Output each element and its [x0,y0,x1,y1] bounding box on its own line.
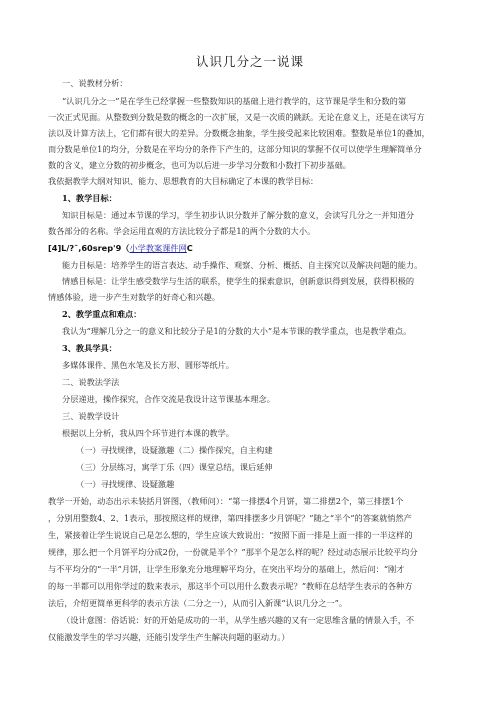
watermark-line [48,243,193,254]
paragraph-line: 情感体验，进一步产生对数学的好奇心和兴趣。 [48,292,220,302]
paragraph-line: 我认为“理解几分之一的意义和比较分子是1的分数的大小”是本节课的教学重点，也是教学难点。 [62,326,412,336]
paragraph-line: ，分别用整数4、2、1表示，那按照这样的规律，第四排摆多少月饼呢？”随之“半个”的答案就悄然产 [48,513,412,523]
subheading-teaching-aids: 3、教具学具： [62,343,117,353]
section-heading-methods: 二、说教法学法 [62,377,120,387]
paragraph-line: 根据以上分析，我从四个环节进行本课的教学。 [62,428,234,438]
list-item: （一）寻找规律，设疑激趣（二）操作探究，自主构建 [76,445,273,455]
paragraph-line: 情感目标是：让学生感受数学与生活的联系，使学生的探索意识，创新意识得到发展，获得积极的 [62,276,415,286]
paragraph-line: 教学一开始，动态出示未装括月饼图，（教师问）：“第一排摆4个月饼，第二排摆2个，第三排摆1个 [48,496,404,506]
paragraph-line: 能力目标是：培养学生的语言表达、动手操作、观察、分析、概括、自主探究以及解决问题的能力。 [62,260,423,270]
paragraph-line: 仅能激发学生的学习兴趣，还能引发学生产生解决问题的驱动力。） [48,632,290,642]
watermark-code: [4]L/?¯,60srep'9（ [48,243,130,253]
watermark-suffix: C [186,243,193,253]
paragraph-line: （设计意图：俗话说：好的开始是成功的一半，从学生感兴趣的又有一定思维含量的情景入手，不 [62,615,415,625]
subheading-teaching-goals: 1、教学目标： [62,193,117,203]
paragraph-line: 多媒体课件、黑色水笔及长方形、圆形等纸片。 [62,360,234,370]
paragraph-line: 与不平均分的“一半”月饼，让学生形象充分地理解平均分，在突出平均分的基础上，然后问：“刚才 [48,564,405,574]
paragraph-line: 我依据教学大纲对知识、能力、思想教育的大目标确定了本课的教学目标： [48,176,319,186]
paragraph-line: 的每一半都可以用你学过的数来表示，那这半个可以用什么数表示呢？”教师在总结学生表示的各种方 [48,581,413,591]
paragraph-line: 法后，介绍更简单更科学的表示方法（二分之一），从而引入新课“认识几分之一”。 [48,598,348,608]
section-heading-design: 三、说教学设计 [62,411,120,421]
document-title: 认识几分之一说课 [195,54,304,69]
paragraph-line: 分层递进，操作探究，合作交流是我设计这节课基本理念。 [62,394,275,404]
paragraph-line: 而分数是单位1的均分，分数是在平均分的条件下产生的，这部分知识的掌握不仅可以使学生理解简单分 [48,144,422,154]
paragraph-line: 一次正式见面。从整数到分数是数的概念的一次扩展，又是一次质的跳跃。无论在意义上，还是在读写方 [48,112,425,122]
website-link[interactable]: 小学教案课件网 [129,243,187,253]
paragraph-line: 生，紧接着让学生说说自己是怎么想的，学生应该大致说出：“按照下面一排是上面一排的一半这样的 [48,530,413,540]
list-item: （一）寻找规律、设疑激趣 [76,479,175,489]
paragraph-line: 法以及计算方法上，它们都有很大的差异。分数概念抽象，学生接受起来比较困难。整数是单位1的叠加， [48,128,430,138]
list-item: （三）分层练习，寓学丁乐（四）课堂总结，课后延伸 [76,462,273,472]
paragraph-line: 数各部分的名称。学会运用直观的方法比较分子都是1的两个分数的大小。 [48,226,316,236]
paragraph-line: “认识几分之一”是在学生已经掌握一些整数知识的基础上进行教学的，这节课是学生和分数的第 [62,96,407,106]
paragraph-line: 知识目标是：通过本节课的学习，学生初步认识分数并了解分数的意义，会读写几分之一并知道分 [62,210,415,220]
section-heading-textbook-analysis: 一、说教材分析： [62,78,128,88]
subheading-key-points: 2、教学重点和难点： [62,309,142,319]
paragraph-line: 数的含义，建立分数的初步概念，也可为以后进一步学习分数和小数打下初步基础。 [48,160,351,170]
paragraph-line: 规律，那么把一个月饼平均分成2份，一份就是半个？”那半个是怎么样的呢？经过动态展示比较平均分 [48,547,418,557]
